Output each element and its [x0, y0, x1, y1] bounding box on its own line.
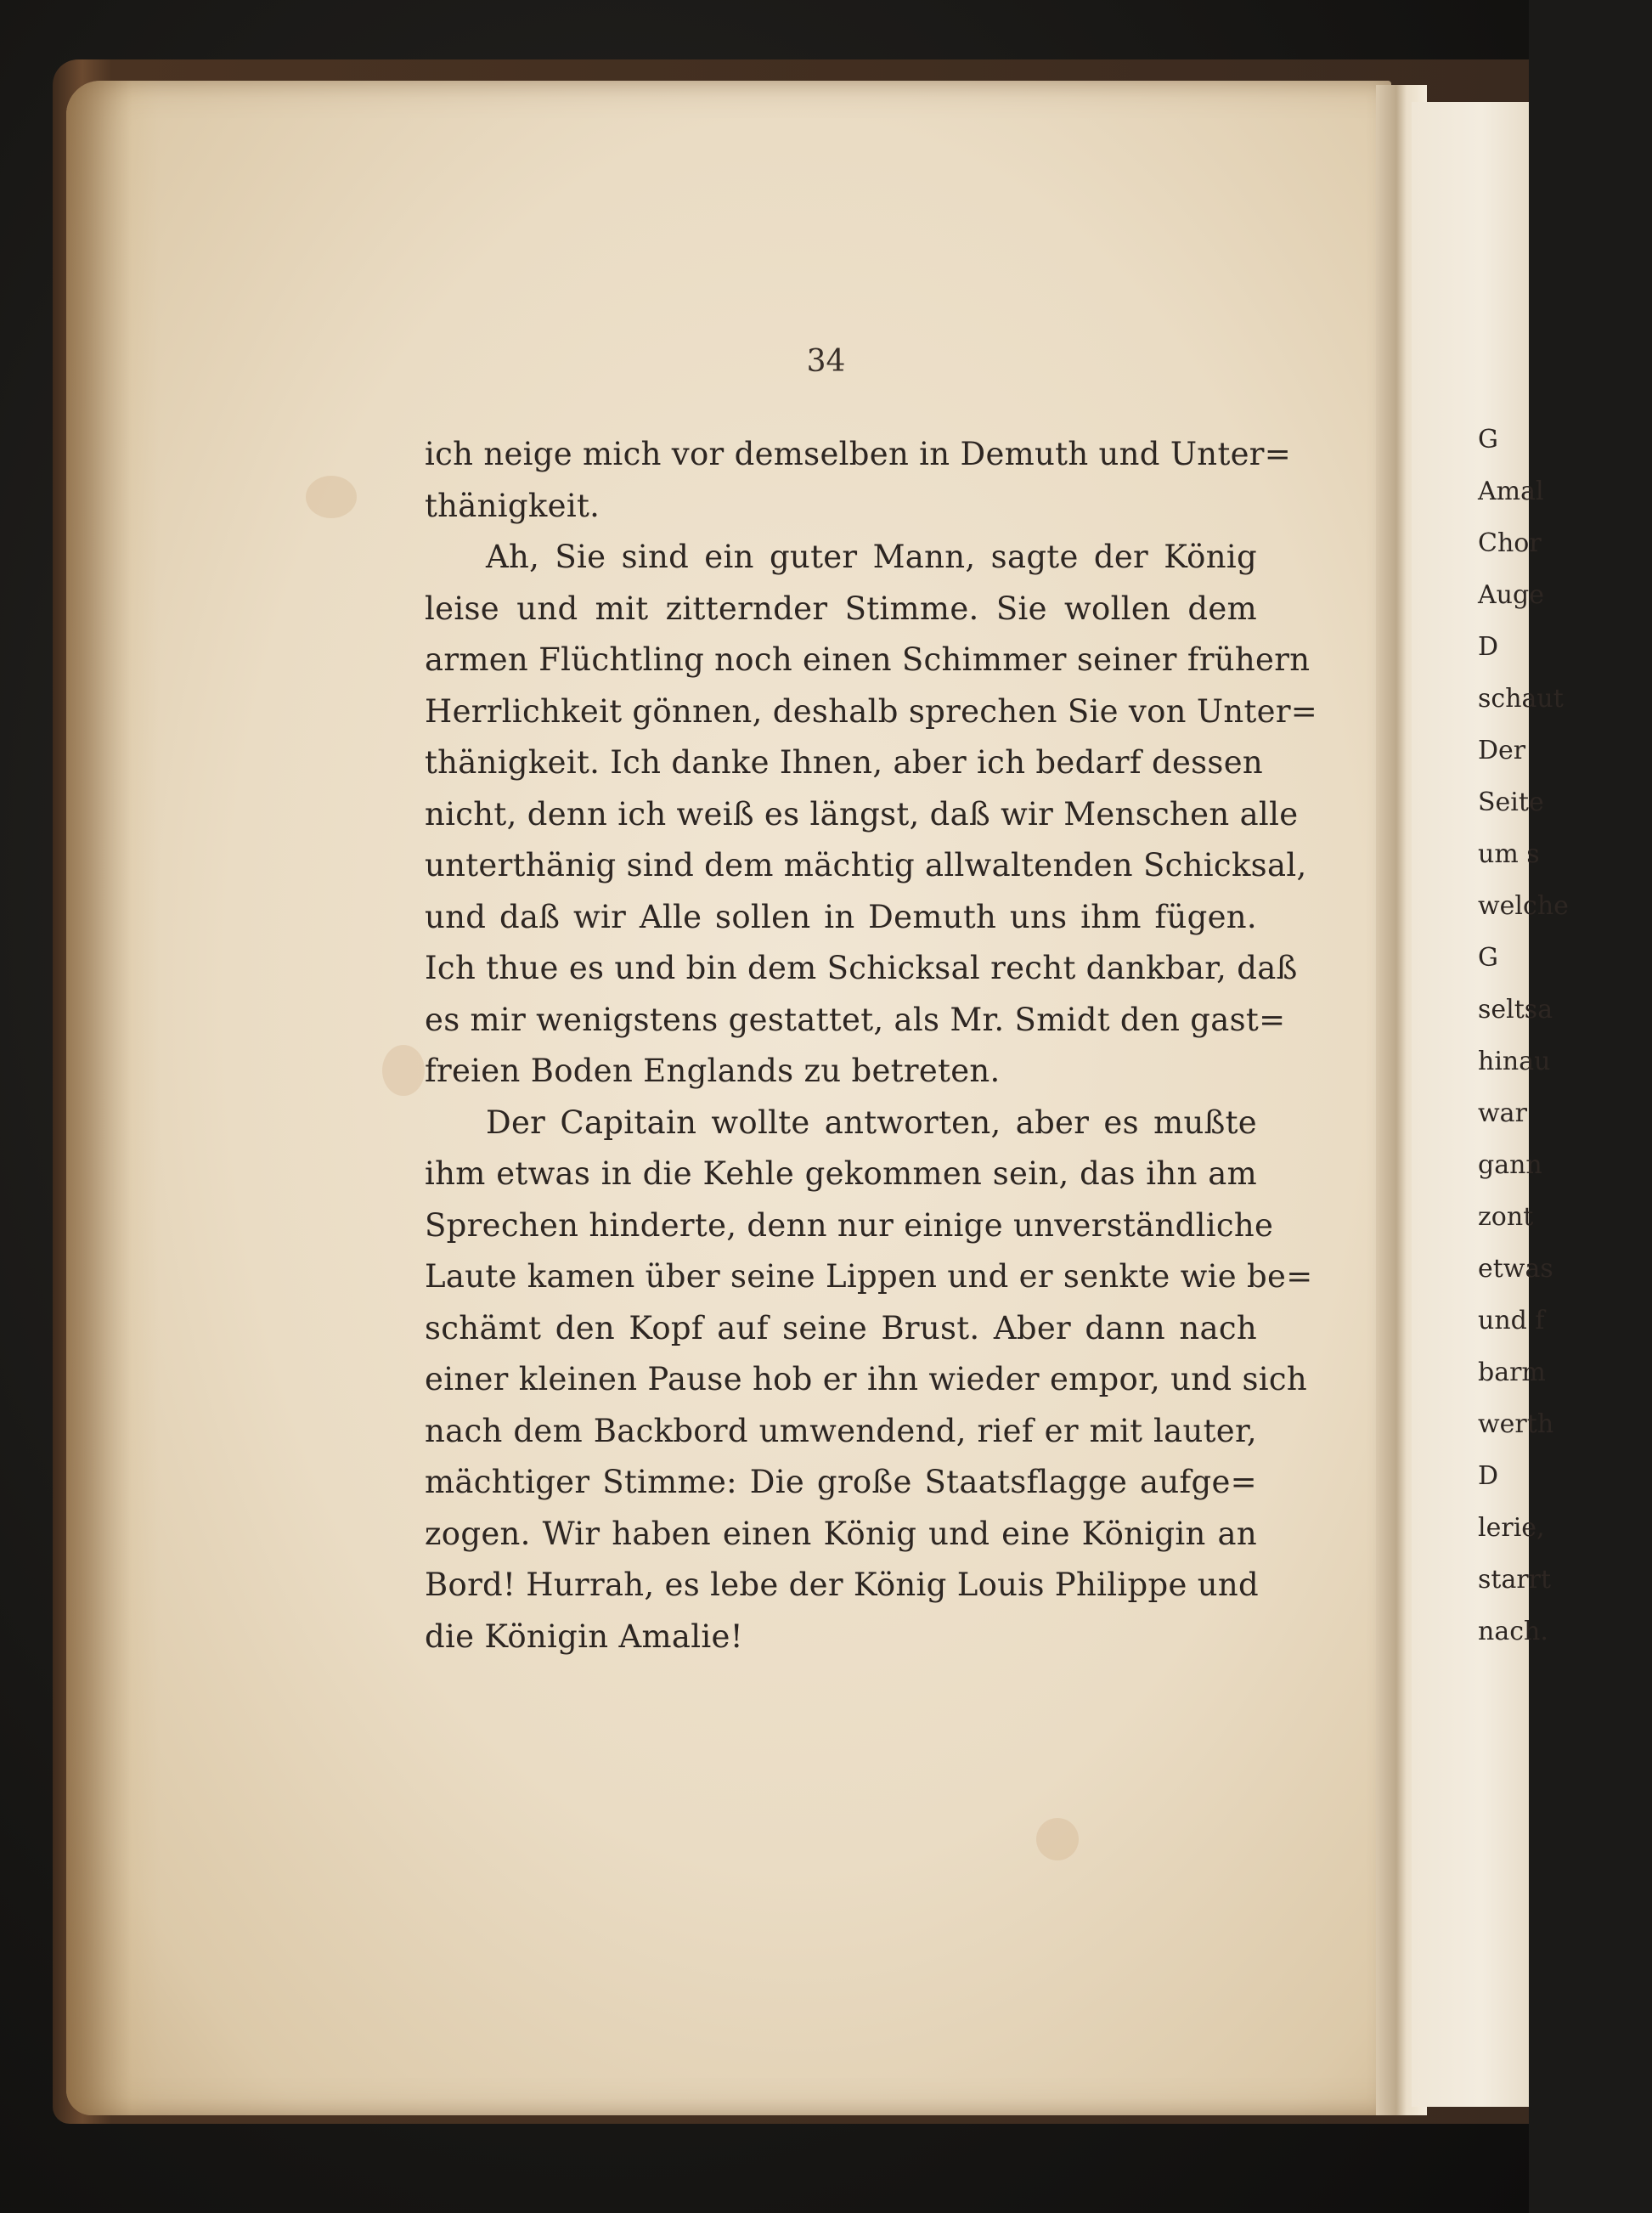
paper-stain: [382, 1045, 425, 1096]
text-line: Ah, Sie sind ein guter Mann, sagte der König: [486, 539, 1257, 575]
text-line: einer kleinen Pause hob er ihn wieder empor, und sich: [425, 1361, 1308, 1397]
text-line: unterthänig sind dem mächtig allwaltenden Schicksal,: [425, 847, 1307, 884]
text-line: leise und mit zitternder Stimme. Sie wollen dem: [425, 590, 1257, 627]
right-page-fragment: hinau: [1478, 1047, 1551, 1076]
right-page-fragment: um s: [1478, 839, 1540, 869]
right-page-fragment: Amal: [1478, 477, 1544, 506]
text-line: und daß wir Alle sollen in Demuth uns ihm fügen.: [425, 898, 1257, 935]
text-line: thänigkeit. Ich danke Ihnen, aber ich bedarf dessen: [425, 744, 1264, 781]
right-page-fragment: schaut: [1478, 684, 1564, 714]
right-page-fragment: welche: [1478, 891, 1569, 921]
text-line: Der Capitain wollte antworten, aber es mußte: [486, 1104, 1257, 1141]
right-page-fragment: lerie,: [1478, 1513, 1545, 1543]
right-page-fragment: etwas: [1478, 1254, 1553, 1284]
text-line: ich neige mich vor demselben in Demuth und Unter=: [425, 436, 1292, 472]
right-page-fragment: nach.: [1478, 1617, 1548, 1646]
text-line: nach dem Backbord umwendend, rief er mit lauter,: [425, 1412, 1257, 1449]
text-line: thänigkeit.: [425, 487, 600, 524]
page-number: 34: [806, 344, 846, 379]
right-page-fragment: barm: [1478, 1358, 1546, 1387]
right-page-fragment: Der: [1478, 736, 1526, 765]
text-line: zogen. Wir haben einen König und eine Königin an: [425, 1515, 1257, 1552]
text-line: armen Flüchtling noch einen Schimmer seiner frühern: [425, 641, 1311, 678]
text-line: Ich thue es und bin dem Schicksal recht dankbar, daß: [425, 950, 1298, 986]
right-page-fragment: war: [1478, 1098, 1527, 1128]
page-body-text: [425, 429, 1318, 1663]
text-line: ihm etwas in die Kehle gekommen sein, das ihn am: [425, 1155, 1257, 1192]
right-page-fragment: Auge: [1478, 580, 1544, 610]
text-line: freien Boden Englands zu betreten.: [425, 1053, 1001, 1089]
right-page-fragment: seltsa: [1478, 995, 1553, 1025]
right-page-fragment: starrt: [1478, 1565, 1552, 1595]
paper-stain: [306, 476, 357, 518]
text-line: nicht, denn ich weiß es längst, daß wir Menschen alle: [425, 795, 1299, 833]
text-line: die Königin Amalie!: [425, 1617, 743, 1655]
text-line: Herrlichkeit gönnen, deshalb sprechen Sie von Unter=: [425, 692, 1318, 730]
right-page-fragment: zont: [1478, 1202, 1534, 1232]
right-page-fragment: gann: [1478, 1150, 1542, 1180]
text-line: Bord! Hurrah, es lebe der König Louis Philippe und: [425, 1567, 1259, 1603]
right-page-fragment: G: [1478, 425, 1498, 454]
text-line: Sprechen hinderte, denn nur einige unverständliche: [425, 1206, 1274, 1244]
right-page-fragment: D: [1478, 1461, 1499, 1491]
right-page-fragment: Chor: [1478, 528, 1542, 558]
right-page-fragment: G: [1478, 943, 1498, 973]
right-page-fragment: D: [1478, 632, 1499, 662]
text-line: Laute kamen über seine Lippen und er senkte wie be=: [425, 1258, 1313, 1295]
text-line: mächtiger Stimme: Die große Staatsflagge aufge=: [425, 1464, 1257, 1500]
text-line: schämt den Kopf auf seine Brust. Aber dann nach: [425, 1309, 1257, 1346]
right-page-fragment: und f: [1478, 1306, 1545, 1335]
paper-stain: [1036, 1818, 1079, 1860]
text-line: es mir wenigstens gestattet, als Mr. Smidt den gast=: [425, 1001, 1286, 1038]
right-page-fragment: Seite: [1478, 788, 1544, 817]
right-page-fragment: werth: [1478, 1409, 1554, 1439]
